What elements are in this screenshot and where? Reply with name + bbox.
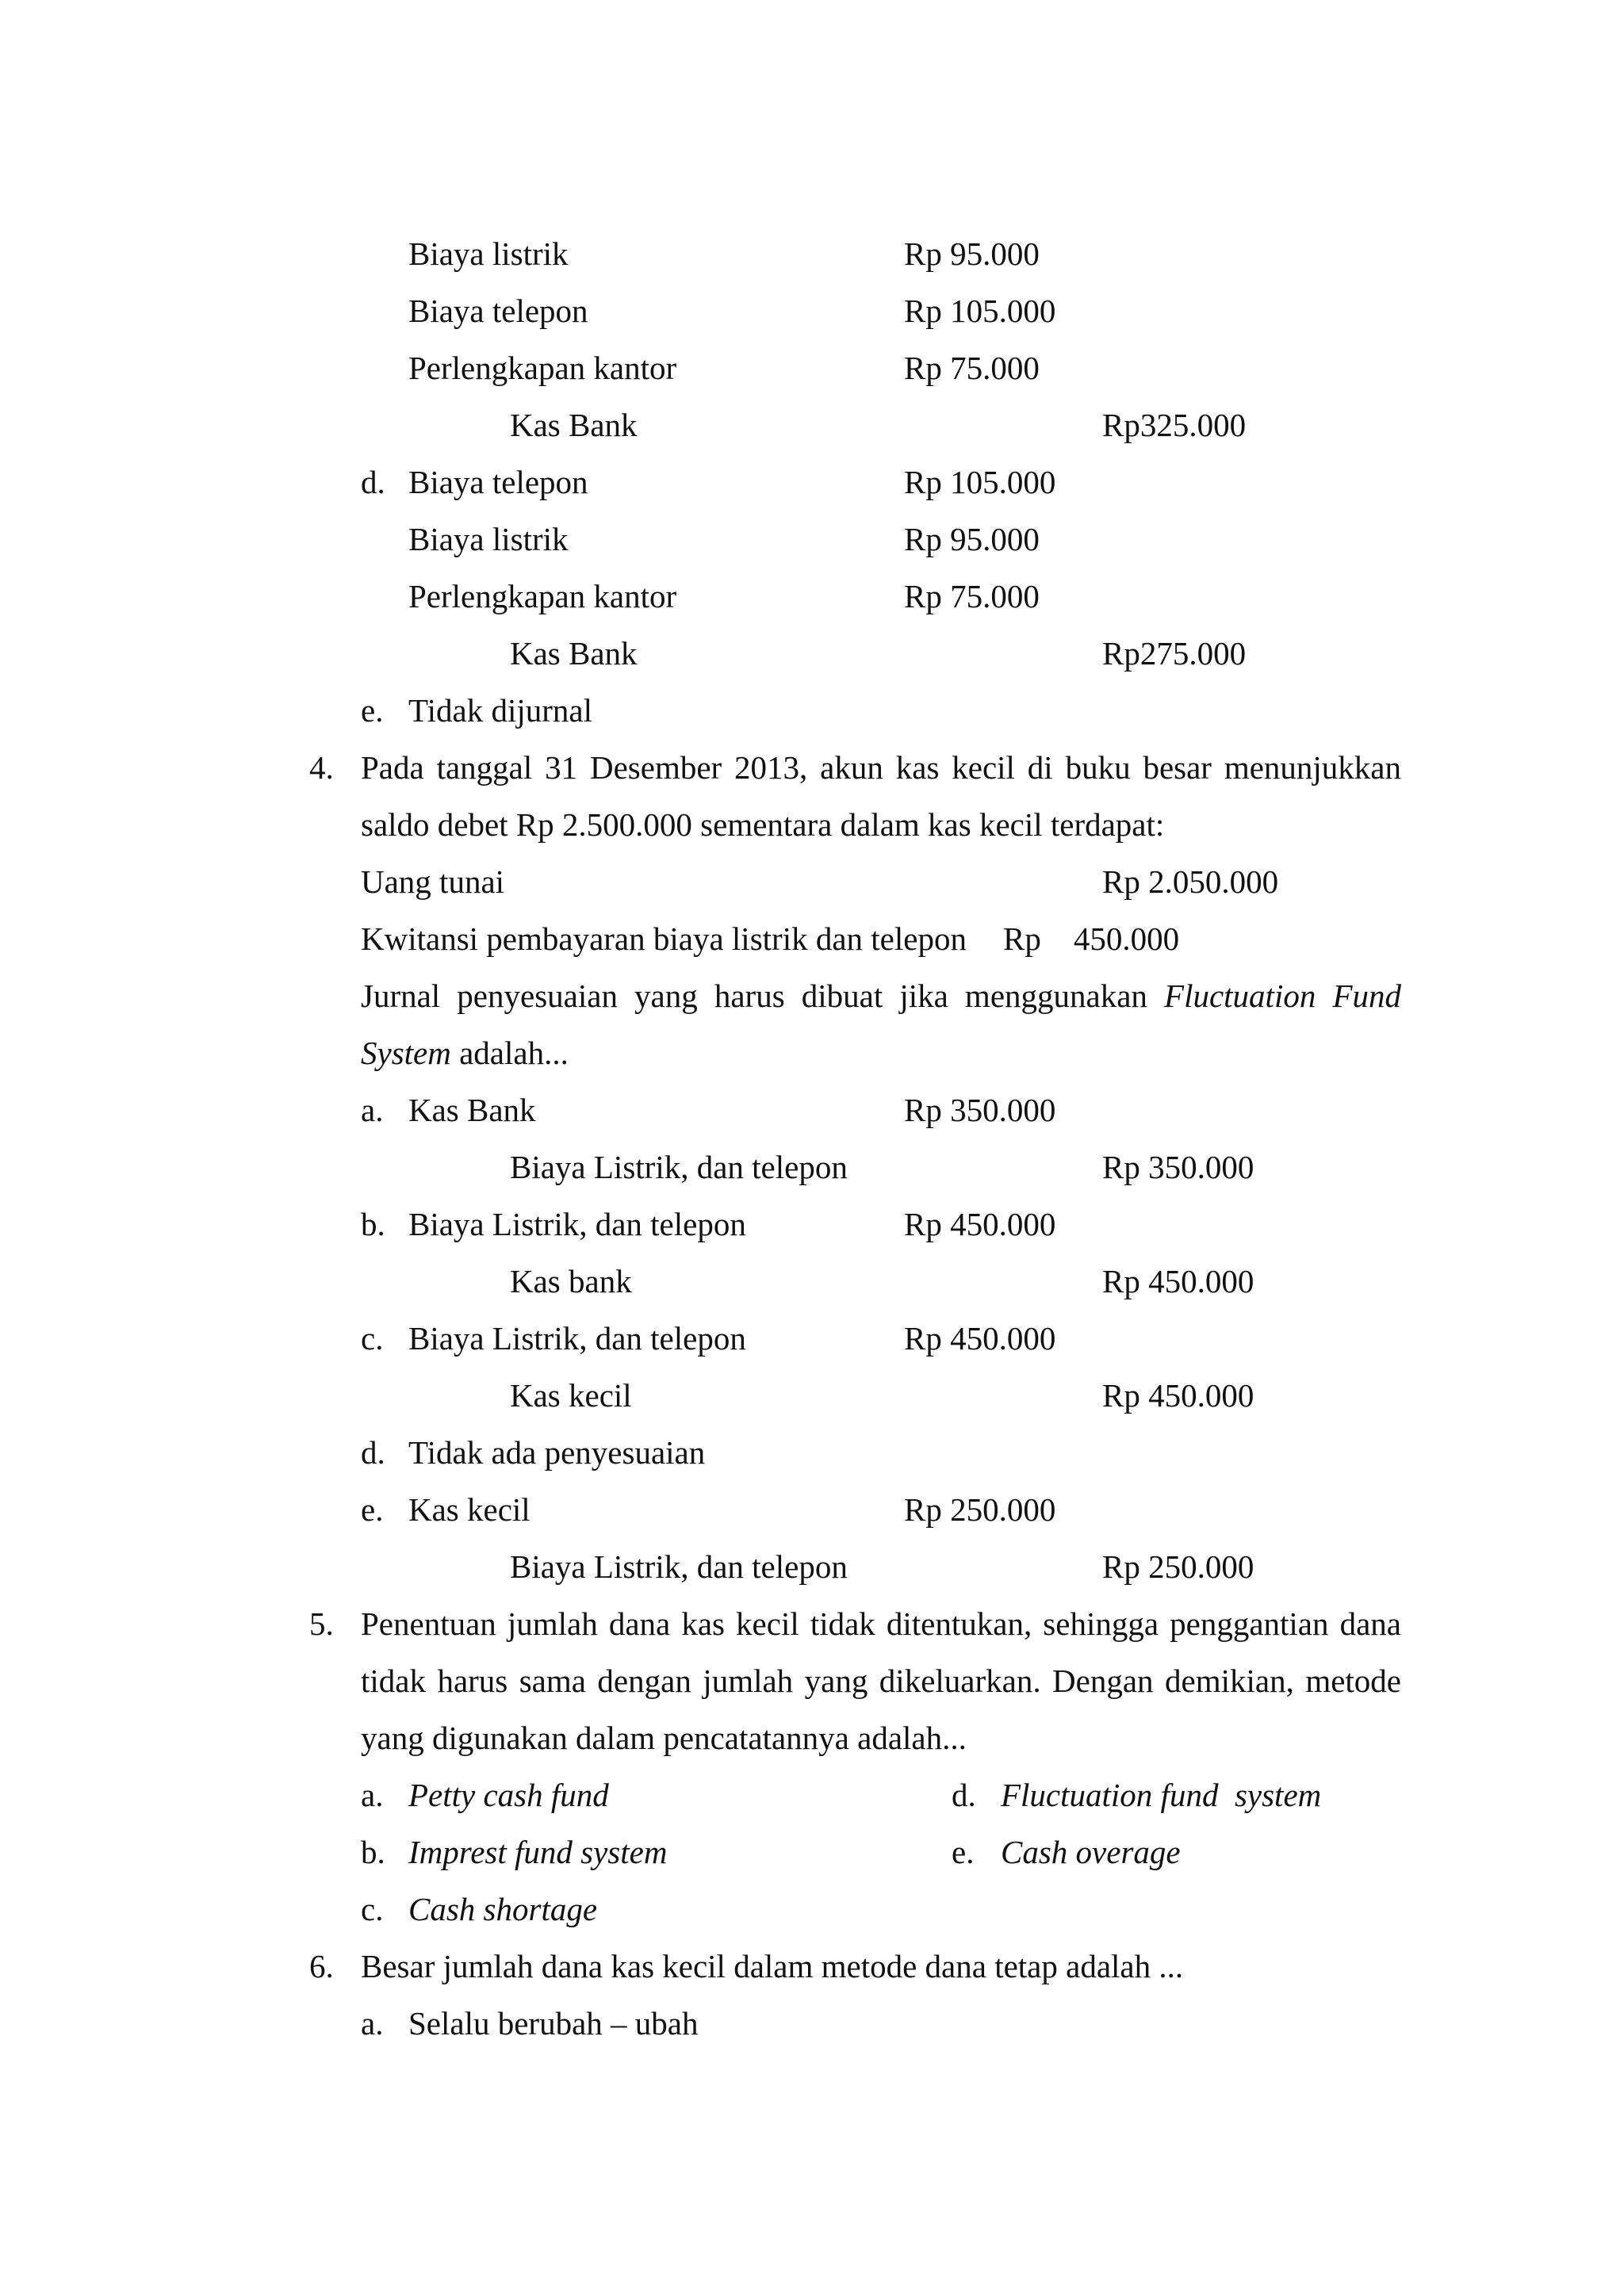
question-text: tidak harus sama dengan jumlah yang dikeluarkan. Dengan demikian, metode [361,1663,1401,1699]
debit-account: Biaya Listrik, dan telepon [408,1320,746,1357]
cash-value: Rp 2.050.000 [1102,863,1279,900]
question-text-line [0,796,1624,853]
debit-account: Perlengkapan kantor [408,350,677,386]
question-4 [0,739,1624,796]
debit-account: Biaya listrik [408,235,569,272]
prompt-text-a: Jurnal penyesuaian yang harus dibuat jika menggunakan [361,978,1147,1014]
cash-label: Uang tunai [361,863,505,900]
question-6 [0,1938,1624,1995]
debit-amount: Rp 450.000 [904,1206,1056,1242]
debit-amount: Rp 75.000 [904,350,1040,386]
prompt-text-b: Fluctuation Fund [1164,978,1401,1014]
credit-account: Kas Bank [510,635,638,672]
option-e [0,1481,1624,1538]
debit-amount: Rp 450.000 [904,1320,1056,1357]
option-a [0,1081,1624,1138]
question-text: Besar jumlah dana kas kecil dalam metode dana tetap adalah ... [361,1948,1184,1984]
option-text: Fluctuation fund system [1001,1777,1322,1813]
debit-account: Biaya telepon [408,464,588,500]
option-d [0,1424,1624,1481]
debit-amount: Rp 250.000 [904,1491,1056,1528]
credit-amount: Rp275.000 [1102,635,1247,672]
option-c [0,1310,1624,1367]
option-letter: e. [952,1834,975,1870]
option-row [0,1823,1624,1881]
debit-amount: Rp 350.000 [904,1092,1056,1128]
question-number: 5. [309,1605,334,1642]
option-letter: d. [361,1434,385,1471]
debit-account: Kas kecil [408,1491,530,1528]
option-a [0,1995,1624,2052]
prompt-text [361,1024,569,1081]
credit-account: Biaya Listrik, dan telepon [510,1149,848,1185]
journal-line [0,1253,1624,1310]
debit-amount: Rp 105.000 [904,293,1056,329]
journal-line [0,1138,1624,1196]
debit-account: Perlengkapan kantor [408,578,677,614]
option-text: Imprest fund system [408,1834,668,1870]
prompt-line [0,967,1624,1024]
credit-account: Kas kecil [510,1377,632,1414]
option-letter: c. [361,1891,384,1927]
journal-line [0,1367,1624,1424]
debit-account: Biaya telepon [408,293,588,329]
option-letter: b. [361,1206,385,1242]
option-text: Tidak dijurnal [408,692,592,729]
option-letter: c. [361,1320,384,1357]
prompt-text-a: System [361,1035,451,1071]
option-letter: e. [361,1491,384,1528]
receipt-line [0,910,1624,967]
receipt-label: Kwitansi pembayaran biaya listrik dan telepon [361,920,967,957]
option-row [0,1766,1624,1823]
credit-amount: Rp 350.000 [1102,1149,1254,1185]
option-text: Tidak ada penyesuaian [408,1434,706,1471]
option-text: Cash shortage [408,1891,598,1927]
question-text-line [0,1652,1624,1709]
debit-amount: Rp 105.000 [904,464,1056,500]
option-letter: a. [361,1777,384,1813]
credit-amount: Rp325.000 [1102,407,1247,443]
debit-account: Biaya listrik [408,521,569,557]
journal-line [0,1538,1624,1595]
prompt-line [0,1024,1624,1081]
question-number: 6. [309,1948,334,1984]
option-b [0,1196,1624,1253]
debit-account: Kas Bank [408,1092,536,1128]
prompt-text [361,967,1401,1024]
option-letter: d. [361,464,385,500]
credit-account: Kas bank [510,1263,632,1299]
question-number: 4. [309,749,334,786]
cash-line [0,853,1624,910]
question-5 [0,1595,1624,1652]
option-text: Selalu berubah – ubah [408,2005,699,2042]
option-letter: a. [361,1092,384,1128]
question-text: Pada tanggal 31 Desember 2013, akun kas kecil di buku besar menunjukkan [361,749,1401,786]
debit-account: Biaya Listrik, dan telepon [408,1206,746,1242]
option-text: Cash overage [1001,1834,1181,1870]
receipt-value: Rp 450.000 [1003,920,1180,957]
debit-amount: Rp 95.000 [904,521,1040,557]
option-letter: d. [952,1777,976,1813]
question-text: saldo debet Rp 2.500.000 sementara dalam kas kecil terdapat: [361,806,1165,843]
question-text: Penentuan jumlah dana kas kecil tidak ditentukan, sehingga penggantian dana [361,1605,1401,1642]
credit-amount: Rp 450.000 [1102,1377,1254,1414]
option-letter: b. [361,1834,385,1870]
credit-amount: Rp 450.000 [1102,1263,1254,1299]
credit-amount: Rp 250.000 [1102,1548,1254,1585]
prompt-text-b: adalah... [450,1035,569,1071]
debit-amount: Rp 75.000 [904,578,1040,614]
credit-account: Kas Bank [510,407,638,443]
option-row [0,1881,1624,1938]
question-text-line [0,1709,1624,1766]
credit-account: Biaya Listrik, dan telepon [510,1548,848,1585]
option-letter: e. [361,692,384,729]
question-text: yang digunakan dalam pencatatannya adalah... [361,1720,967,1756]
option-letter: a. [361,2005,384,2042]
debit-amount: Rp 95.000 [904,235,1040,272]
option-text: Petty cash fund [408,1777,609,1813]
